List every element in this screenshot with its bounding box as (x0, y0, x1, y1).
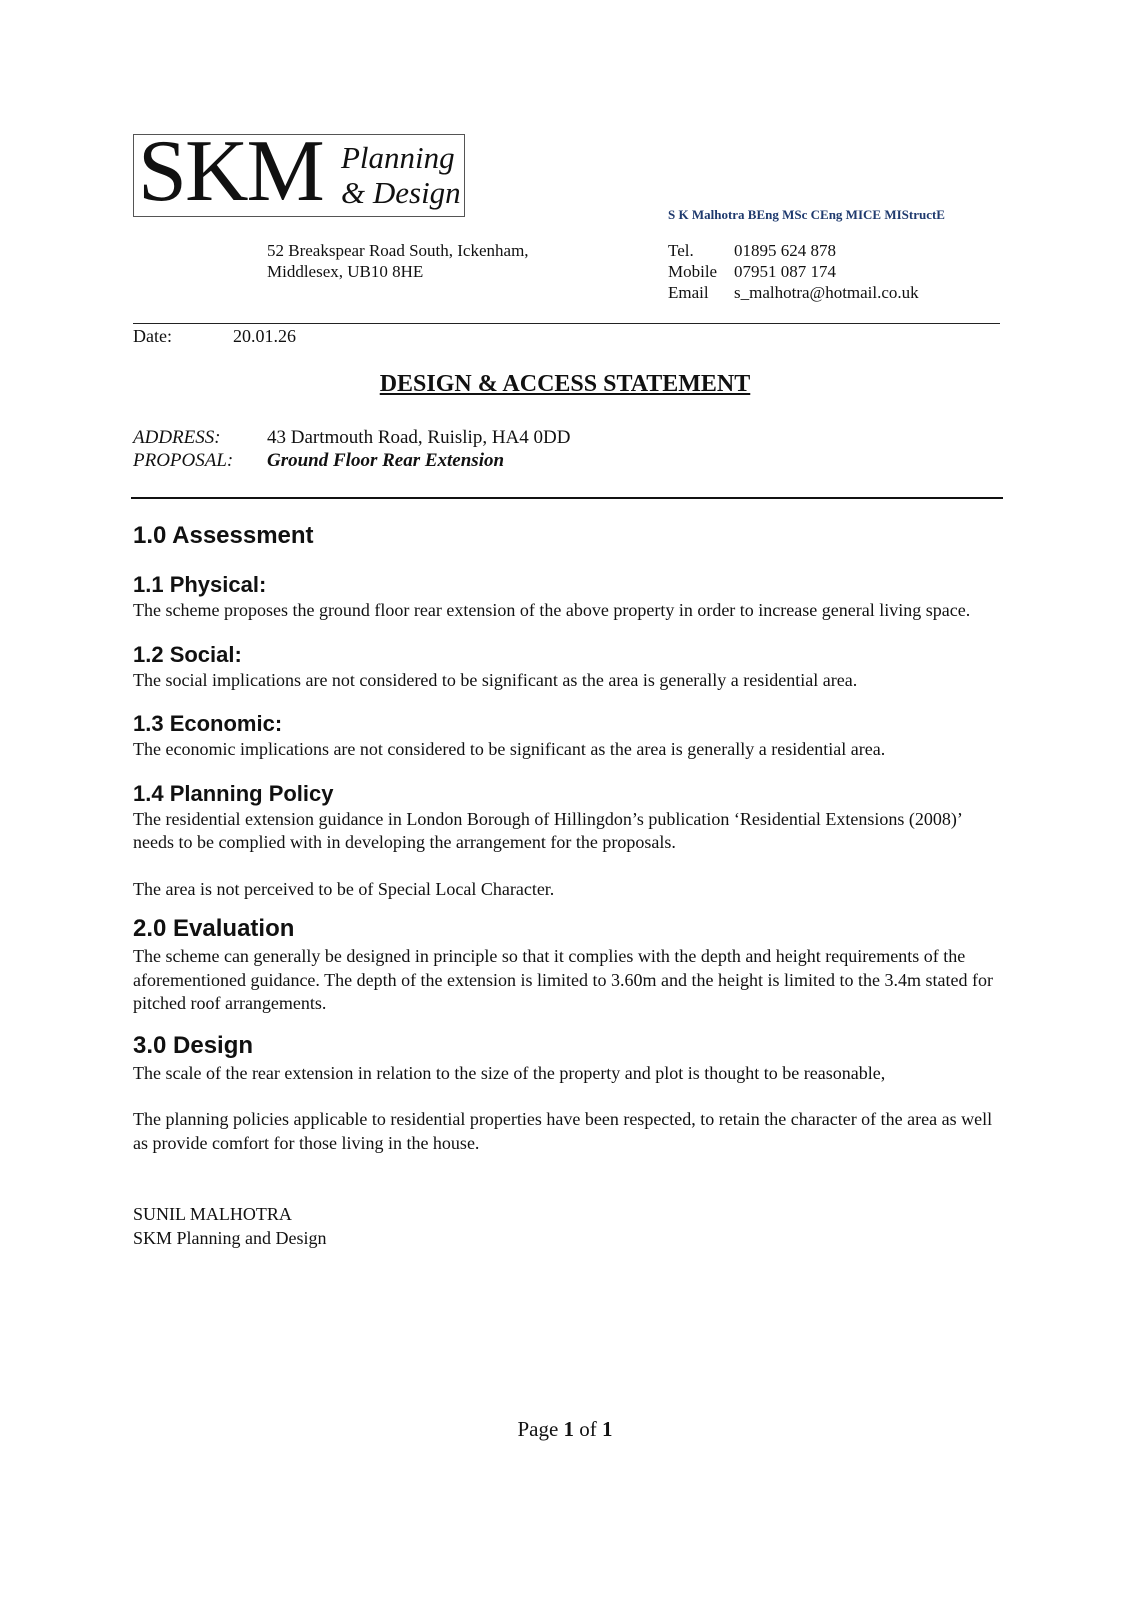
subsection-heading-social: 1.2 Social: (133, 641, 242, 667)
section-heading-evaluation: 2.0 Evaluation (133, 915, 295, 942)
meta-proposal-value: Ground Floor Rear Extension (267, 450, 505, 471)
subsection-heading-physical: 1.1 Physical: (133, 572, 267, 597)
contact-tel (668, 240, 919, 261)
paragraph-evaluation: The scheme can generally be designed in principle so that it complies with the depth and height requirements of the aforementioned guidance. The depth of the extension is limited to 3.60m and the height is limited to the 3.4m stated for pitched roof arrangements. (133, 946, 993, 1013)
subsection-heading-planning-policy: 1.4 Planning Policy (133, 780, 334, 806)
title-divider (131, 497, 1003, 499)
document-title (0, 371, 1130, 398)
date-label: Date: (133, 326, 172, 346)
contact-mobile (668, 261, 919, 282)
contact-label: Tel. (668, 241, 694, 260)
contact-block (668, 240, 919, 303)
meta-proposal (133, 449, 570, 472)
meta-proposal-label: PROPOSAL: (133, 450, 234, 471)
document-title-text: DESIGN & ACCESS STATEMENT (379, 371, 751, 397)
signature-company: SKM Planning and Design (133, 1227, 327, 1248)
logo-line-planning: Planning (341, 140, 455, 175)
address-line-1: 52 Breakspear Road South, Ickenham, (267, 241, 529, 260)
contact-label: Mobile (668, 262, 718, 281)
date-value: 20.01.26 (233, 326, 296, 346)
logo-skm: SKM (138, 123, 323, 220)
company-address (267, 240, 529, 282)
paragraph-physical: The scheme proposes the ground floor rear extension of the above property in order to increase general living space. (133, 600, 971, 620)
paragraph-planning-policy-1: The residential extension guidance in London Borough of Hillingdon’s publication ‘Residential Extensions (2008)’ needs to be complied with in developing the arrangement for the proposals. (133, 808, 962, 852)
paragraph-economic: The economic implications are not considered to be significant as the area is generally a residential area. (133, 739, 886, 759)
page-total: 1 (602, 1417, 613, 1441)
header-divider (133, 323, 1000, 324)
contact-email (668, 282, 919, 303)
page-label: Page (517, 1417, 559, 1441)
paragraph-planning-policy-2: The area is not perceived to be of Special Local Character. (133, 878, 555, 899)
page-current: 1 (563, 1417, 575, 1441)
contact-value: 01895 624 878 (734, 241, 836, 260)
page-of: of (579, 1417, 597, 1441)
logo-line-design: & Design (341, 175, 461, 210)
meta-address-value: 43 Dartmouth Road, Ruislip, HA4 0DD (267, 427, 571, 448)
paragraph-design-1: The scale of the rear extension in relation to the size of the property and plot is thought to be reasonable, (133, 1062, 886, 1083)
project-meta (133, 426, 570, 472)
signature-block (133, 1203, 1003, 1250)
address-line-2: Middlesex, UB10 8HE (267, 262, 424, 281)
section-heading-assessment: 1.0 Assessment (133, 522, 314, 549)
contact-value: 07951 087 174 (734, 262, 836, 281)
meta-address (133, 426, 570, 449)
paragraph-design-2: The planning policies applicable to residential properties have been respected, to retain the character of the area as well as provide comfort for those living in the house. (133, 1109, 993, 1153)
contact-label: Email (668, 283, 709, 302)
logo-subtitle (341, 140, 461, 210)
credentials: S K Malhotra BEng MSc CEng MICE MIStructE (668, 207, 945, 222)
section-heading-design: 3.0 Design (133, 1031, 254, 1059)
paragraph-social: The social implications are not considered to be significant as the area is generally a residential area. (133, 669, 858, 690)
document-body (133, 520, 1003, 1250)
signature-name: SUNIL MALHOTRA (133, 1204, 292, 1224)
contact-value: s_malhotra@hotmail.co.uk (734, 283, 919, 302)
date-line (133, 326, 296, 347)
subsection-heading-economic: 1.3 Economic: (133, 711, 283, 736)
meta-address-label: ADDRESS: (133, 427, 221, 448)
page-footer (0, 1417, 1130, 1442)
